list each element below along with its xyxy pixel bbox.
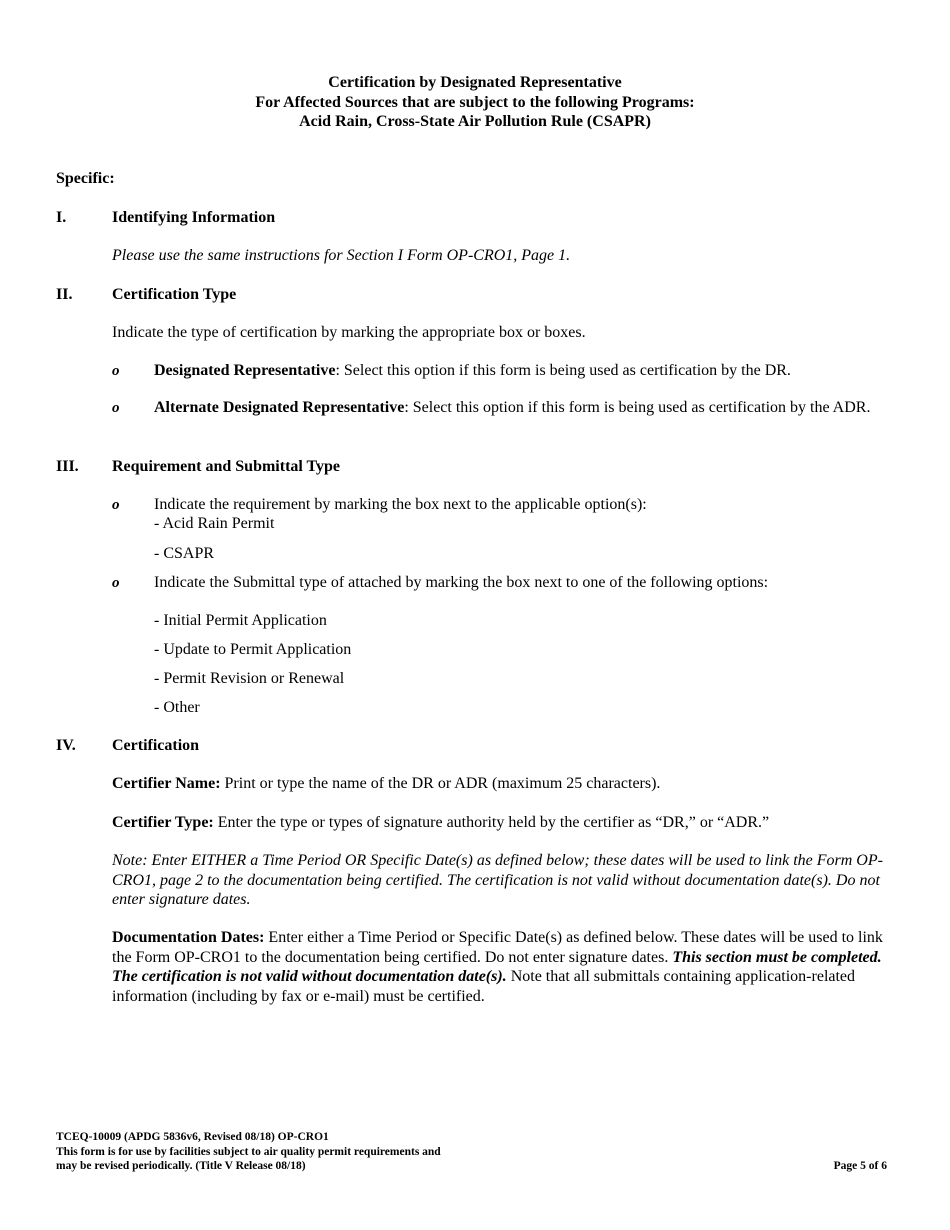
documentation-dates-emphasis: This section must be completed. The certification is not valid without documentation date(s). [112, 948, 882, 985]
option-acid-rain-permit: - Acid Rain Permit [154, 515, 275, 532]
certifier-name-text: Print or type the name of the DR or ADR (maximum 25 characters). [220, 775, 661, 792]
footer-form-id: TCEQ-10009 (APDG 5836v6, Revised 08/18) OP-CRO1 [56, 1131, 329, 1143]
bullet-marker: o [112, 363, 120, 379]
section-3-number: III. [56, 458, 79, 475]
adr-option-description [154, 398, 884, 418]
section-2-heading: Certification Type [112, 286, 237, 303]
certifier-type-text: Enter the type or types of signature authority held by the certifier as “DR,” or “ADR.” [213, 814, 770, 831]
specific-label: Specific: [56, 170, 115, 187]
section-4-number: IV. [56, 737, 76, 754]
option-initial-permit-application: - Initial Permit Application [154, 612, 327, 629]
documentation-note: Note: Enter EITHER a Time Period OR Specific Date(s) as defined below; these dates will be used to link the Form OP-CRO1, page 2 to the documentation being certified. The certification is not valid without documentation date(s). Do not enter signature dates. [112, 852, 883, 908]
section-1-text: Please use the same instructions for Section I Form OP-CRO1, Page 1. [112, 247, 571, 264]
certifier-type-instruction [112, 813, 769, 833]
page-title [0, 73, 950, 132]
bullet-marker: o [112, 575, 120, 591]
documentation-dates-text-2: Note that all submittals containing application-related information (including by fax or e-mail) must be certified. [112, 968, 856, 1005]
footer-usage-note: This form is for use by facilities subject to air quality permit requirements and [56, 1145, 441, 1158]
form-footer [56, 1130, 441, 1174]
certifier-name-label: Certifier Name: [112, 775, 221, 792]
section-1-heading: Identifying Information [112, 209, 276, 226]
section-1-number: I. [56, 209, 67, 226]
documentation-dates-instruction [112, 928, 897, 1006]
bullet-marker: o [112, 400, 120, 416]
section-3-heading: Requirement and Submittal Type [112, 458, 341, 475]
dr-text: : Select this option if this form is being used as certification by the DR. [335, 362, 791, 379]
requirement-instruction: Indicate the requirement by marking the box next to the applicable option(s): [154, 496, 647, 513]
option-permit-revision-renewal: - Permit Revision or Renewal [154, 670, 345, 687]
section-2-number: II. [56, 286, 73, 303]
title-line-1: Certification by Designated Representative [328, 74, 622, 91]
certifier-type-label: Certifier Type: [112, 814, 214, 831]
bullet-marker: o [112, 497, 120, 513]
option-csapr: - CSAPR [154, 545, 215, 562]
title-line-2: For Affected Sources that are subject to the following Programs: [255, 93, 695, 111]
page-number: Page 5 of 6 [833, 1160, 887, 1172]
option-update-permit-application: - Update to Permit Application [154, 641, 352, 658]
section-2-intro: Indicate the type of certification by marking the appropriate box or boxes. [112, 324, 586, 341]
footer-release-note: may be revised periodically. (Title V Release 08/18) [56, 1160, 306, 1172]
documentation-dates-label: Documentation Dates: [112, 929, 265, 946]
adr-term: Alternate Designated Representative [154, 399, 405, 416]
certifier-name-instruction [112, 774, 660, 794]
dr-option-description [154, 361, 884, 381]
dr-term: Designated Representative [154, 362, 336, 379]
title-line-3: Acid Rain, Cross-State Air Pollution Rule (CSAPR) [299, 113, 651, 130]
option-other: - Other [154, 699, 200, 716]
submittal-instruction: Indicate the Submittal type of attached by marking the box next to one of the following options: [154, 574, 769, 591]
documentation-dates-text-1: Enter either a Time Period or Specific Date(s) as defined below. These dates will be used to link the Form OP-CRO1 to the documentation being certified. Do not enter signature dates. [112, 929, 883, 966]
section-4-heading: Certification [112, 737, 200, 754]
adr-text: : Select this option if this form is being used as certification by the ADR. [404, 399, 871, 416]
